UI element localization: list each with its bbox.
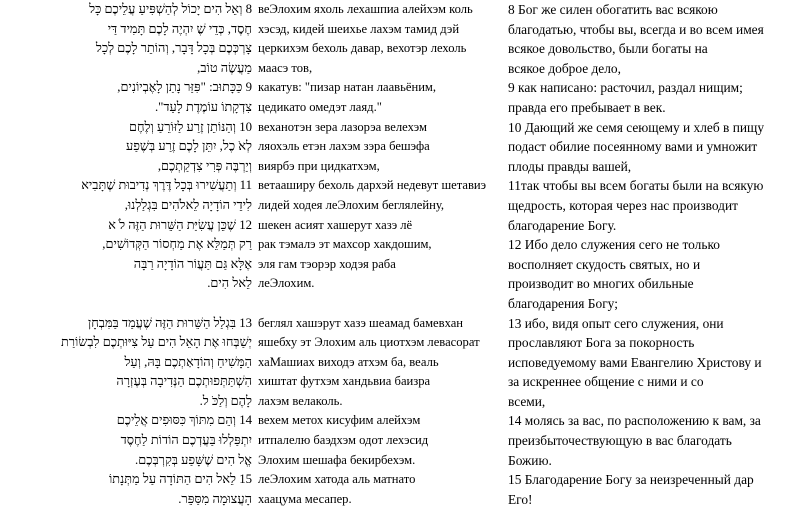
hebrew-line: 14 וְהֵם מִתּוֹךְ כִּסּוּפִים אֲלֵיכֶם [4, 411, 252, 431]
russian-line: благодатью, чтобы вы, всегда и во всем имея [508, 20, 796, 40]
translit-block-2 [258, 314, 498, 509]
russian-line: всякое доброе дело, [508, 59, 796, 79]
hebrew-line: הָעֲצוּמָה מִסַּפֵּר. [4, 490, 252, 509]
hebrew-line: צִדְקָתוֹ עוֹמֶדֶת לָעַד". [4, 98, 252, 118]
translit-line: цедикато омедэт лаяд." [258, 98, 498, 118]
translit-line: беглял хашэрут хазэ шеамад бамевхан [258, 314, 498, 334]
hebrew-line: אֶלָּא גַּם תַּעֲוֹר הוֹדָיָה רַבָּה [4, 255, 252, 275]
block-spacer [258, 294, 498, 314]
translit-line: ляохэль етэн лахэм зэра бешэфа [258, 137, 498, 157]
russian-line: щедрость, которая через нас производит [508, 196, 796, 216]
hebrew-line: הַמָּשִׁיחַ וְהוֹדָאַתְכֶם בָּהּ, וְעַל [4, 353, 252, 373]
hebrew-line: צָרְכְּכֶם בְּכָל דָּבָר, וְהוֹתֵר לָכֶם לְכָל [4, 39, 252, 59]
russian-line: правда его пребывает в век. [508, 98, 796, 118]
translit-line: хэсэд, кидей шеихье лахэм тамид дэй [258, 20, 498, 40]
hebrew-line: יִתְפַּלְלוּ בַּעֲדְכֶם הוֹדוֹת לַחֶסֶד [4, 431, 252, 451]
translit-line: эля гам тэорэр ходэя раба [258, 255, 498, 275]
translit-line: лидей ходея леЭлохим беглялейну, [258, 196, 498, 216]
russian-line: плоды правды вашей, [508, 157, 796, 177]
russian-line: 14 молясь за вас, по расположению к вам, за [508, 411, 796, 431]
transliteration-column [258, 0, 498, 509]
hebrew-line: מַעֲשֶׂה טוֹב, [4, 59, 252, 79]
hebrew-line: יְשַׁבְּחוּ אֶת הָאֵל הִים עַל צִיּוּתְכֶם לִבְשׂוֹרַת [4, 333, 252, 353]
translit-line: яшебху эт Элохим аль циотхэм левасорат [258, 333, 498, 353]
russian-line: исповедуемому вами Евангелию Христову и [508, 353, 796, 373]
hebrew-block-1 [4, 0, 252, 294]
hebrew-line: 15 לֵאל הִים הַתּוֹדָה עַל מַתְּנָתוֹ [4, 470, 252, 490]
russian-line: за искреннее общение с ними и со [508, 372, 796, 392]
translit-line: шекен асият хашерут хазэ лё [258, 216, 498, 236]
hebrew-line: רַק תְּמַלֵּא אֶת מַחְסוֹר הַקְּדוֹשִׁים, [4, 235, 252, 255]
hebrew-line: לִידֵי הוֹדָיָה לֵאלֹהִים בִּגְלַלְנוּ, [4, 196, 252, 216]
russian-column [508, 0, 796, 509]
translit-line: веханотэн зера лазорэа велехэм [258, 118, 498, 138]
hebrew-line: חֶסֶד, כְּדֵי שֶׁ יִהְיֶה לָכֶם תָּמִיד דַּי [4, 20, 252, 40]
russian-line: 13 ибо, видя опыт сего служения, они [508, 314, 796, 334]
hebrew-line: 8 וְאֵל הִים יָכוֹל לְהַשְׁפִּיעַ עֲלֵיכֶם כָּל [4, 0, 252, 20]
russian-line: благодарение Богу. [508, 216, 796, 236]
hebrew-line: 9 כַּכָּתוּב: "פִּזַּר נָתַן לָאֶבְיוֹנִים, [4, 78, 252, 98]
russian-line: 8 Бог же силен обогатить вас всякою [508, 0, 796, 20]
translit-line: виярбэ при цидкатхэм, [258, 157, 498, 177]
russian-line: преизбыточествующую в вас благодать [508, 431, 796, 451]
russian-line: всякое довольство, были богаты на [508, 39, 796, 59]
hebrew-line: 10 וְהַנּוֹתֵן זֶרַע לַזּוֹרֵעַ וְלֶחֶם [4, 118, 252, 138]
hebrew-block-2 [4, 314, 252, 509]
hebrew-line: לֵאל הִים. [4, 274, 252, 294]
hebrew-line: לְאֹ כֶל, יִתֵּן לָכֶם זֶרַע בְּשֶׁפַע [4, 137, 252, 157]
translit-line: какатув: "пизар натан лаавьёним, [258, 78, 498, 98]
translit-line: маасэ тов, [258, 59, 498, 79]
translit-line: рак тэмалэ эт махсор хакдошим, [258, 235, 498, 255]
hebrew-line: וְיַרְבֶּה פְּרִי צִדְקַתְכֶם, [4, 157, 252, 177]
russian-line: Его! [508, 490, 796, 509]
translit-line: итпалелю баэдхэм одот лехэсид [258, 431, 498, 451]
russian-line: 12 Ибо дело служения сего не только [508, 235, 796, 255]
russian-line: восполняет скудость святых, но и [508, 255, 796, 275]
translit-line: леЭлохим. [258, 274, 498, 294]
russian-line: 15 Благодарение Богу за неизреченный дар [508, 470, 796, 490]
translit-line: лахэм велаколь. [258, 392, 498, 412]
translit-line: Элохим шешафа бекирбехэм. [258, 451, 498, 471]
hebrew-line: 11 וְתַעֲשִׁירוּ בְּכָל דֶּרֶךְ נְדִיבוּת שֶׁתָּבִיא [4, 176, 252, 196]
translit-line: веЭлохим яхоль лехашпиа алейхэм коль [258, 0, 498, 20]
russian-line: подаст обилие посеянному вами и умножит [508, 137, 796, 157]
translit-line: ветааширу бехоль дархэй недевут шетавиэ [258, 176, 498, 196]
russian-line: производит во многих обильные [508, 274, 796, 294]
translit-line: хаацума месапер. [258, 490, 498, 509]
russian-line: 9 как написано: расточил, раздал нищим; [508, 78, 796, 98]
hebrew-line: הִשְׁתַּתְּפוּתְכֶם הַנְּדִיבָה בְּעֶזְרָה [4, 372, 252, 392]
translit-line: хиштат футхэм хандьвиа баизра [258, 372, 498, 392]
hebrew-column [4, 0, 252, 509]
russian-line: благодарения Богу; [508, 294, 796, 314]
translit-line: церкихэм бехоль давар, вехотэр лехоль [258, 39, 498, 59]
russian-line: 11так чтобы вы всем богаты были на всякую [508, 176, 796, 196]
hebrew-line: 13 בִּגְלַל הַשֵּׁרוּת הַזֶּה שֶׁעֲמַד בַּמִּבְחָן [4, 314, 252, 334]
hebrew-line: אֱל הִים שֶׁשָּׁפַע בְּקִרְבְּכֶם. [4, 451, 252, 471]
russian-line: Божию. [508, 451, 796, 471]
russian-line: всеми, [508, 392, 796, 412]
russian-line: 10 Дающий же семя сеющему и хлеб в пищу [508, 118, 796, 138]
translit-block-1 [258, 0, 498, 294]
translit-line: хаМашиах виходэ атхэм ба, веаль [258, 353, 498, 373]
hebrew-line: לָהֶם וְלַכֹּ ל. [4, 392, 252, 412]
translit-line: леЭлохим хатода аль матнато [258, 470, 498, 490]
translit-line: вехем метох кисуфим алейхэм [258, 411, 498, 431]
hebrew-line: 12 שֶׁכֵּן עֲשִׂיַּת הַשֵּׁרוּת הַזֶּה לֹ א [4, 216, 252, 236]
block-spacer [4, 294, 252, 314]
russian-line: прославляют Бога за покорность [508, 333, 796, 353]
